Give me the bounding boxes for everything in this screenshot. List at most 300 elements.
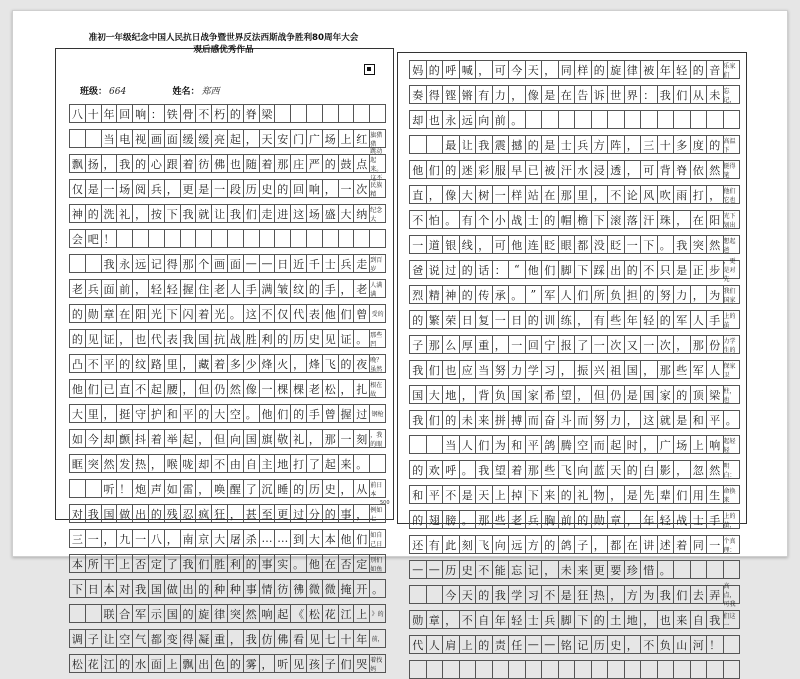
left-grid-cell: 的 [227, 654, 244, 673]
left-grid-cell: 跟 [164, 154, 181, 173]
right-grid-cell: 像 [525, 85, 543, 104]
right-grid-cell: 惜 [640, 560, 658, 579]
left-grid-cell: 他 [338, 529, 355, 548]
left-grid-cell: 突 [85, 454, 102, 473]
right-grid-cell: 应 [459, 360, 477, 379]
right-grid-cell: 我 [657, 585, 675, 604]
left-grid-cell: ， [195, 429, 212, 448]
left-grid-cell: 日 [274, 254, 291, 273]
left-grid-cell: 神 [69, 204, 86, 223]
left-grid-cell [85, 254, 102, 273]
left-grid-cell: 一 [85, 529, 102, 548]
left-grid-cell: 喉 [164, 454, 181, 473]
right-grid-cell: 铭 [558, 635, 576, 654]
document-title: 准初一年级纪念中国人民抗日战争暨世界反法西斯战争胜利80周年大会 [88, 33, 359, 43]
right-grid-cell: 次 [657, 335, 675, 354]
right-grid-cell: 烈 [409, 285, 427, 304]
left-grid-cell: 种 [211, 579, 228, 598]
left-grid-cell: 更 [180, 179, 197, 198]
left-grid-cell [322, 229, 339, 248]
right-grid-cell: 一 [492, 185, 510, 204]
left-grid-cell: 回 [290, 179, 307, 198]
left-grid-cell: 晚？虽然 [369, 354, 386, 373]
left-grid-cell: 这 [243, 304, 260, 323]
left-grid-cell: 曾 [353, 304, 370, 323]
left-grid-cell: 那 [322, 429, 339, 448]
left-grid-cell: 大 [338, 204, 355, 223]
left-grid-cell [322, 104, 339, 123]
right-grid-cell: 拼 [492, 410, 510, 429]
left-grid-cell: 远 [132, 254, 149, 273]
left-grid-cell: 起 [180, 429, 197, 448]
left-grid-cell: 着 [195, 304, 212, 323]
right-grid-cell: 透 [607, 160, 625, 179]
right-grid-cell: 翅 [426, 510, 444, 529]
left-grid-cell: 从 [353, 479, 370, 498]
right-grid-cell: 份 [706, 335, 724, 354]
left-grid-cell: 受的 [369, 304, 386, 323]
left-grid-cell: 里 [85, 404, 102, 423]
left-grid-cell: 一 [101, 179, 118, 198]
left-grid-cell: 本 [101, 579, 118, 598]
right-grid-cell: 下 [525, 485, 543, 504]
right-grid-cell: 是 [673, 410, 691, 429]
right-grid-cell [723, 110, 741, 129]
left-grid-cell [85, 479, 102, 498]
right-grid-cell: 阳 [706, 210, 724, 229]
right-grid-cell: 的 [673, 385, 691, 404]
left-grid-cell: 兵 [338, 254, 355, 273]
left-grid-cell: 阅 [132, 179, 149, 198]
left-grid-cell: ， [101, 154, 118, 173]
right-grid-cell: 是 [541, 135, 559, 154]
left-grid-cell: ， [338, 379, 355, 398]
left-grid-cell: 所 [85, 554, 102, 573]
right-grid-cell: 。 [657, 235, 675, 254]
left-grid-cell: 面 [164, 129, 181, 148]
right-grid-cell: 雨 [673, 185, 691, 204]
left-grid-cell: 场 [116, 179, 133, 198]
left-grid-cell: 响 [132, 104, 149, 123]
right-grid-cell: 学 [525, 360, 543, 379]
left-grid-cell: 扬 [85, 154, 102, 173]
left-grid-cell: 干 [101, 554, 118, 573]
right-grid-cell: 所 [591, 285, 609, 304]
right-grid-cell: 喊 [459, 60, 477, 79]
left-grid-cell: 》的 [369, 604, 386, 623]
left-grid-cell: 微 [322, 579, 339, 598]
right-grid-cell [723, 560, 741, 579]
left-grid-cell: 闪 [180, 304, 197, 323]
left-grid-cell: ， [338, 279, 355, 298]
right-grid-cell: 的 [657, 310, 675, 329]
right-grid-cell: 光下划出 [723, 210, 741, 229]
left-grid-cell: ， [132, 279, 149, 298]
left-grid-cell: 但 [211, 429, 228, 448]
right-grid-cell: 着 [673, 535, 691, 554]
left-grid-cell: 事 [338, 504, 355, 523]
right-grid-cell [591, 110, 609, 129]
right-grid-cell: 历 [591, 635, 609, 654]
left-grid-cell: 着 [259, 154, 276, 173]
left-grid-cell: 彷 [274, 579, 291, 598]
right-grid-cell: 依 [690, 160, 708, 179]
right-grid-cell: ， [591, 535, 609, 554]
right-grid-cell: 生 [706, 485, 724, 504]
right-grid-cell: 平 [525, 435, 543, 454]
right-grid-cell: 场 [673, 435, 691, 454]
left-grid-cell: 的 [322, 504, 339, 523]
left-grid-cell: 这 [290, 204, 307, 223]
left-grid-cell: 否 [132, 554, 149, 573]
right-grid-cell [706, 660, 724, 679]
page-header [55, 32, 392, 78]
left-grid-cell: 手 [243, 279, 260, 298]
right-grid-cell: 不 [442, 485, 460, 504]
right-grid-cell: 的 [475, 635, 493, 654]
right-grid-cell: 人 [558, 285, 576, 304]
left-grid-cell: 佛 [274, 629, 291, 648]
left-grid-cell: 他 [306, 554, 323, 573]
right-grid-cell: 浸 [591, 160, 609, 179]
right-grid-cell: 为 [640, 585, 658, 604]
left-grid-cell: 脊 [243, 104, 260, 123]
right-grid-cell: 是 [624, 385, 642, 404]
left-grid-cell: 彷 [195, 154, 212, 173]
left-grid-cell: ， [132, 204, 149, 223]
right-grid-cell: 地 [442, 385, 460, 404]
right-grid-cell: 然 [706, 460, 724, 479]
right-grid-cell: 命换来 [723, 485, 741, 504]
left-grid-cell: 光 [211, 304, 228, 323]
left-grid-cell: 本 [322, 529, 339, 548]
right-grid-cell: 膀 [442, 510, 460, 529]
right-grid-cell: 着 [508, 460, 526, 479]
right-grid-cell: 不 [541, 585, 559, 604]
left-grid-cell: 烽 [259, 354, 276, 373]
right-grid-cell: 的 [574, 510, 592, 529]
right-grid-cell: 鸽 [541, 435, 559, 454]
left-grid-cell: 广 [306, 129, 323, 148]
right-grid-cell: 军 [673, 310, 691, 329]
left-grid-cell: 不 [195, 104, 212, 123]
right-grid-cell: 。 [508, 110, 526, 129]
left-grid-cell: ， [306, 429, 323, 448]
left-grid-cell: 在 [116, 304, 133, 323]
left-grid-cell: 出 [132, 504, 149, 523]
right-grid-cell: 有 [475, 85, 493, 104]
right-grid-cell: 样 [574, 60, 592, 79]
right-grid-cell: 我 [409, 410, 427, 429]
right-grid-cell: 他 [508, 235, 526, 254]
left-grid-cell: 听 [274, 654, 291, 673]
left-grid-cell: 上 [338, 129, 355, 148]
right-grid-cell: 年 [492, 610, 510, 629]
right-grid-cell: 是 [673, 260, 691, 279]
right-grid-cell: 山 [673, 635, 691, 654]
left-grid-cell: 仅 [69, 179, 86, 198]
right-grid-cell: ，更是对先 [723, 260, 741, 279]
left-grid-cell: 敬 [274, 429, 291, 448]
left-grid-cell: ， [338, 479, 355, 498]
left-grid-cell: 定 [353, 554, 370, 573]
left-grid-cell: 面 [101, 279, 118, 298]
right-grid-cell: 响 [706, 435, 724, 454]
left-grid-cell: 庄 [290, 154, 307, 173]
right-grid-cell: 的 [409, 510, 427, 529]
left-grid-cell: 握 [180, 279, 197, 298]
right-grid-cell [657, 110, 675, 129]
left-grid-cell: 视 [132, 129, 149, 148]
right-grid-cell: 今 [508, 60, 526, 79]
right-grid-cell: 被 [640, 60, 658, 79]
left-grid-cell: 本 [69, 554, 86, 573]
left-grid-cell: 的 [274, 179, 291, 198]
left-grid-cell: ， [164, 529, 181, 548]
right-grid-cell: 国 [640, 385, 658, 404]
left-grid-cell: ，我的眼 [369, 429, 386, 448]
left-grid-cell [227, 229, 244, 248]
right-grid-cell: 而 [525, 410, 543, 429]
student-info [80, 84, 220, 98]
left-grid-cell: 今 [85, 429, 102, 448]
right-grid-cell: 能 [492, 560, 510, 579]
left-grid-cell: 的 [290, 479, 307, 498]
right-grid-cell: 落 [624, 210, 642, 229]
right-grid-cell: 直 [409, 185, 427, 204]
left-grid-cell: 的 [195, 404, 212, 423]
left-grid-cell: 战 [227, 329, 244, 348]
left-grid-cell: 着找妈 [369, 654, 386, 673]
right-grid-cell: 来 [541, 485, 559, 504]
left-grid-cell: 眶 [69, 454, 86, 473]
left-grid-cell: 吧 [85, 229, 102, 248]
left-grid-cell: 律 [211, 604, 228, 623]
left-grid-cell: 对 [69, 504, 86, 523]
left-grid-cell: 的 [116, 354, 133, 373]
left-grid-cell: 十 [85, 104, 102, 123]
right-grid-cell: 上的茧 [723, 310, 741, 329]
right-grid-cell: 而 [591, 435, 609, 454]
left-grid-cell: 七 [322, 629, 339, 648]
left-grid-cell: 见 [290, 654, 307, 673]
right-grid-cell: 的 [426, 60, 444, 79]
left-grid-cell: ！ [116, 479, 133, 498]
right-grid-cell: 未 [558, 560, 576, 579]
left-grid-cell: 前日本 [369, 479, 386, 498]
right-grid-cell: 旋 [607, 60, 625, 79]
left-grid-cell: 九 [116, 529, 133, 548]
left-grid-cell: ！ [101, 229, 118, 248]
right-grid-cell: 训 [541, 310, 559, 329]
left-grid-cell: 守 [132, 404, 149, 423]
right-grid-cell: 度 [690, 135, 708, 154]
right-grid-cell: ” [525, 285, 543, 304]
right-grid-cell: 那 [426, 335, 444, 354]
right-grid-cell [541, 660, 559, 679]
left-grid-cell: 八 [69, 104, 86, 123]
right-grid-cell: 是 [558, 585, 576, 604]
right-grid-cell: 国 [409, 385, 427, 404]
right-grid-cell: 永 [442, 110, 460, 129]
left-grid-cell: 的 [85, 204, 102, 223]
right-grid-cell: 起轻轻 [723, 435, 741, 454]
right-grid-cell: 是 [459, 485, 477, 504]
right-grid-cell: 一 [624, 235, 642, 254]
left-grid-cell: 刻 [353, 429, 370, 448]
left-grid-cell: 色 [211, 654, 228, 673]
right-grid-cell: 老 [508, 510, 526, 529]
right-grid-cell: 年 [624, 310, 642, 329]
left-grid-cell [116, 229, 133, 248]
left-grid-cell: 兵 [148, 179, 165, 198]
right-grid-cell: 明白： [723, 460, 741, 479]
right-grid-cell: 连 [525, 235, 543, 254]
left-grid-cell: 也 [227, 154, 244, 173]
right-grid-cell: 上 [690, 435, 708, 454]
right-grid-cell: 滚 [607, 210, 625, 229]
left-grid-cell: 手 [306, 404, 323, 423]
right-grid-cell: ， [640, 610, 658, 629]
left-grid-cell: 松 [322, 379, 339, 398]
left-grid-cell: 让 [101, 629, 118, 648]
left-grid-cell: 。 [353, 329, 370, 348]
right-grid-cell: 肩 [442, 635, 460, 654]
left-grid-cell: 那些凹 [369, 329, 386, 348]
right-grid-cell: 兵 [541, 610, 559, 629]
right-grid-cell: 的 [591, 610, 609, 629]
left-grid-cell: 上 [353, 604, 370, 623]
right-grid-cell: 力 [607, 410, 625, 429]
right-grid-cell: ， [574, 310, 592, 329]
right-grid-cell: 从 [690, 85, 708, 104]
right-grid-cell: ， [607, 485, 625, 504]
right-grid-cell: 可 [492, 235, 510, 254]
right-grid-cell: 复 [475, 310, 493, 329]
left-grid-cell: 联 [101, 604, 118, 623]
right-grid-cell: 背 [475, 385, 493, 404]
right-grid-cell: 想起爸 [723, 235, 741, 254]
right-grid-cell: 那 [657, 360, 675, 379]
right-grid-cell: 飞 [558, 460, 576, 479]
left-grid-cell: ， [164, 179, 181, 198]
right-grid-cell: 记 [574, 635, 592, 654]
right-grid-cell: 物 [591, 485, 609, 504]
right-grid-cell: 一 [508, 335, 526, 354]
right-grid-cell: 讲 [640, 535, 658, 554]
left-grid-cell: 忍 [180, 504, 197, 523]
right-grid-cell: 不 [459, 610, 477, 629]
right-grid-cell: 要 [607, 560, 625, 579]
left-grid-cell: 了 [306, 454, 323, 473]
right-grid-cell: 任 [508, 635, 526, 654]
right-grid-cell: 章 [607, 510, 625, 529]
right-grid-cell: 天 [459, 585, 477, 604]
right-grid-cell: 三 [640, 135, 658, 154]
right-grid-cell: 些 [673, 360, 691, 379]
right-grid-cell: ， [706, 185, 724, 204]
left-grid-cell: 发 [116, 454, 133, 473]
right-grid-cell: ！ [706, 635, 724, 654]
right-grid-cell: 在 [624, 535, 642, 554]
left-grid-cell: 纳 [353, 204, 370, 223]
right-grid-cell [574, 660, 592, 679]
left-grid-cell: — [243, 254, 260, 273]
name-value: 郑西 [201, 87, 220, 97]
left-grid-cell: 次 [353, 179, 370, 198]
right-grid-cell: 报 [558, 335, 576, 354]
left-grid-cell: 就 [195, 204, 212, 223]
left-grid-cell: 严 [306, 154, 323, 173]
right-grid-cell: 。 [459, 460, 477, 479]
right-grid-cell: 就 [657, 410, 675, 429]
left-grid-cell: 代 [290, 304, 307, 323]
left-grid-cell: 兵 [85, 279, 102, 298]
right-grid-cell: 战 [673, 510, 691, 529]
left-grid-cell: 火 [274, 354, 291, 373]
right-grid-cell: 脚 [558, 610, 576, 629]
left-grid-cell: 着 [148, 429, 165, 448]
right-grid-cell: ， [508, 85, 526, 104]
left-grid-cell: 颤 [116, 429, 133, 448]
right-grid-cell: 站 [525, 185, 543, 204]
right-grid-cell: 为 [492, 435, 510, 454]
left-grid-cell: 开 [353, 579, 370, 598]
right-grid-cell: 来 [475, 410, 493, 429]
left-grid-cell: 民族精 [369, 179, 386, 198]
left-grid-cell: 点 [353, 154, 370, 173]
right-grid-cell: 的 [541, 210, 559, 229]
right-grid-cell: 妈 [409, 60, 427, 79]
right-grid-cell: 轻 [673, 60, 691, 79]
left-grid-cell: 下 [69, 579, 86, 598]
right-grid-cell: 祖 [607, 360, 625, 379]
right-grid-cell: 忽 [690, 460, 708, 479]
right-grid-cell: 力 [492, 85, 510, 104]
right-grid-cell [459, 660, 477, 679]
right-grid-cell: 。 [657, 560, 675, 579]
right-grid-cell: 被 [541, 160, 559, 179]
left-grid-cell: 仍 [211, 379, 228, 398]
left-grid-cell [69, 479, 86, 498]
right-grid-cell: 狂 [574, 585, 592, 604]
right-grid-cell: 然 [706, 160, 724, 179]
right-grid-cell: 在 [690, 210, 708, 229]
right-grid-cell [706, 560, 724, 579]
left-grid-cell: 旗 [259, 429, 276, 448]
right-grid-cell: 次 [607, 335, 625, 354]
left-grid-cell: 前， [369, 629, 386, 648]
left-grid-cell: 都 [148, 629, 165, 648]
right-grid-cell: 当 [475, 360, 493, 379]
left-grid-cell [306, 229, 323, 248]
right-grid-cell: — [525, 635, 543, 654]
right-grid-cell: 向 [574, 460, 592, 479]
left-grid-cell: 史 [322, 479, 339, 498]
right-grid-cell [442, 660, 460, 679]
left-grid-cell: 听 [101, 479, 118, 498]
left-grid-cell: 例如七 [369, 504, 386, 523]
right-grid-cell: 的 [690, 60, 708, 79]
right-grid-cell [640, 660, 658, 679]
left-grid-cell: 至 [259, 504, 276, 523]
right-grid-cell: 史 [607, 635, 625, 654]
right-grid-cell: 斗 [558, 410, 576, 429]
left-grid-cell: 不 [211, 454, 228, 473]
left-grid-cell: 那 [274, 154, 291, 173]
right-grid-cell: 我 [673, 235, 691, 254]
right-grid-cell: 负 [657, 635, 675, 654]
